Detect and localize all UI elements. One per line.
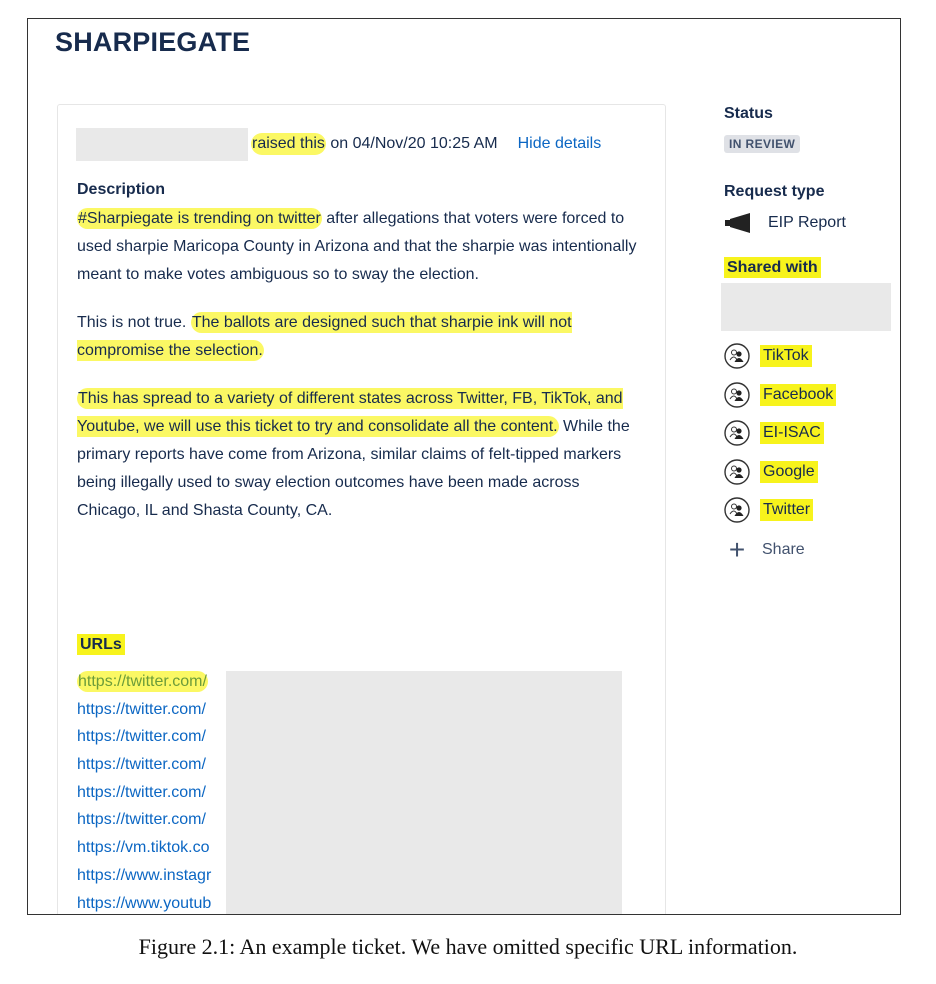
paragraph-text: While the primary reports have come from Arizona, similar claims of felt-tipped markers being illegally used to sway election outcomes have been made across Chicago, IL and Shasta County, CA. <box>77 418 630 519</box>
megaphone-icon <box>724 213 754 233</box>
url-link[interactable]: https://twitter.com/ <box>77 783 206 801</box>
redacted-shared <box>721 283 891 331</box>
raised-line <box>76 127 601 161</box>
organization-icon <box>724 459 750 485</box>
raised-highlight: raised this <box>251 133 326 155</box>
ticket-sidebar <box>724 105 901 570</box>
figure-caption: Figure 2.1: An example ticket. We have omitted specific URL information. <box>138 934 798 959</box>
description-paragraph <box>77 385 647 525</box>
org-name: EI-ISAC <box>760 422 824 444</box>
redacted-reporter <box>76 128 248 161</box>
paragraph-text: This is not true. <box>77 314 191 331</box>
description-heading: Description <box>77 181 166 198</box>
url-link[interactable] <box>77 668 211 696</box>
url-list <box>77 668 211 915</box>
shared-org-item[interactable] <box>724 337 901 376</box>
status-badge[interactable]: IN REVIEW <box>724 135 800 153</box>
redacted-urls <box>226 671 622 915</box>
url-link[interactable]: https://twitter.com/ <box>77 700 206 718</box>
shared-org-list <box>724 337 901 530</box>
share-button[interactable] <box>724 530 901 570</box>
organization-icon <box>724 497 750 523</box>
url-link[interactable]: https://twitter.com/ <box>77 756 206 774</box>
url-link[interactable]: https://vm.tiktok.co <box>77 839 210 857</box>
hide-details-link[interactable]: Hide details <box>517 135 602 152</box>
highlighted-text: #Sharpiegate is trending on twitter <box>78 210 321 227</box>
org-name: Twitter <box>760 499 813 521</box>
highlighted-text: The ballots are designed such that sharpie ink will not compromise the selection. <box>77 314 572 359</box>
url-link[interactable]: https://twitter.com/ <box>77 811 206 829</box>
urls-heading-label: URLs <box>77 634 125 655</box>
url-link[interactable]: https://twitter.com/ <box>77 728 206 746</box>
description-paragraph <box>77 205 647 289</box>
ticket-title: SHARPIEGATE <box>55 27 251 57</box>
url-link[interactable]: https://www.instagr <box>77 866 212 884</box>
url-text: https://twitter.com/ <box>78 673 207 690</box>
highlighted-text: This has spread to a variety of different states across Twitter, FB, TikTok, and Youtube, we will use this ticket to try and consolidate all the content. <box>77 390 623 435</box>
plus-icon: + <box>728 533 746 565</box>
status-label: Status <box>724 105 773 122</box>
raised-date: on 04/Nov/20 10:25 AM <box>325 135 498 152</box>
organization-icon <box>724 343 750 369</box>
paragraph-text: after allegations that voters were forced to used sharpie Maricopa County in Arizona and that the sharpie was intentionally meant to make votes ambiguous so to sway the election. <box>77 210 637 283</box>
org-name: Facebook <box>760 384 836 406</box>
org-name: Google <box>760 461 818 483</box>
shared-with-label <box>724 259 901 277</box>
url-link[interactable]: https://www.youtub <box>77 894 212 912</box>
org-name: TikTok <box>760 345 812 367</box>
ticket-details-card <box>57 104 666 915</box>
urls-heading <box>77 636 125 654</box>
description-paragraph <box>77 309 647 365</box>
shared-org-item[interactable] <box>724 414 901 453</box>
organization-icon <box>724 420 750 446</box>
organization-icon <box>724 382 750 408</box>
request-type <box>724 213 901 233</box>
shared-org-item[interactable] <box>724 491 901 530</box>
shared-org-item[interactable] <box>724 376 901 415</box>
shared-with-text: Shared with <box>724 257 821 278</box>
ticket-screenshot <box>27 18 901 915</box>
share-label: Share <box>762 540 805 558</box>
request-type-value: EIP Report <box>768 214 846 231</box>
shared-org-item[interactable] <box>724 453 901 492</box>
description-body <box>77 205 647 525</box>
request-type-label: Request type <box>724 183 825 200</box>
